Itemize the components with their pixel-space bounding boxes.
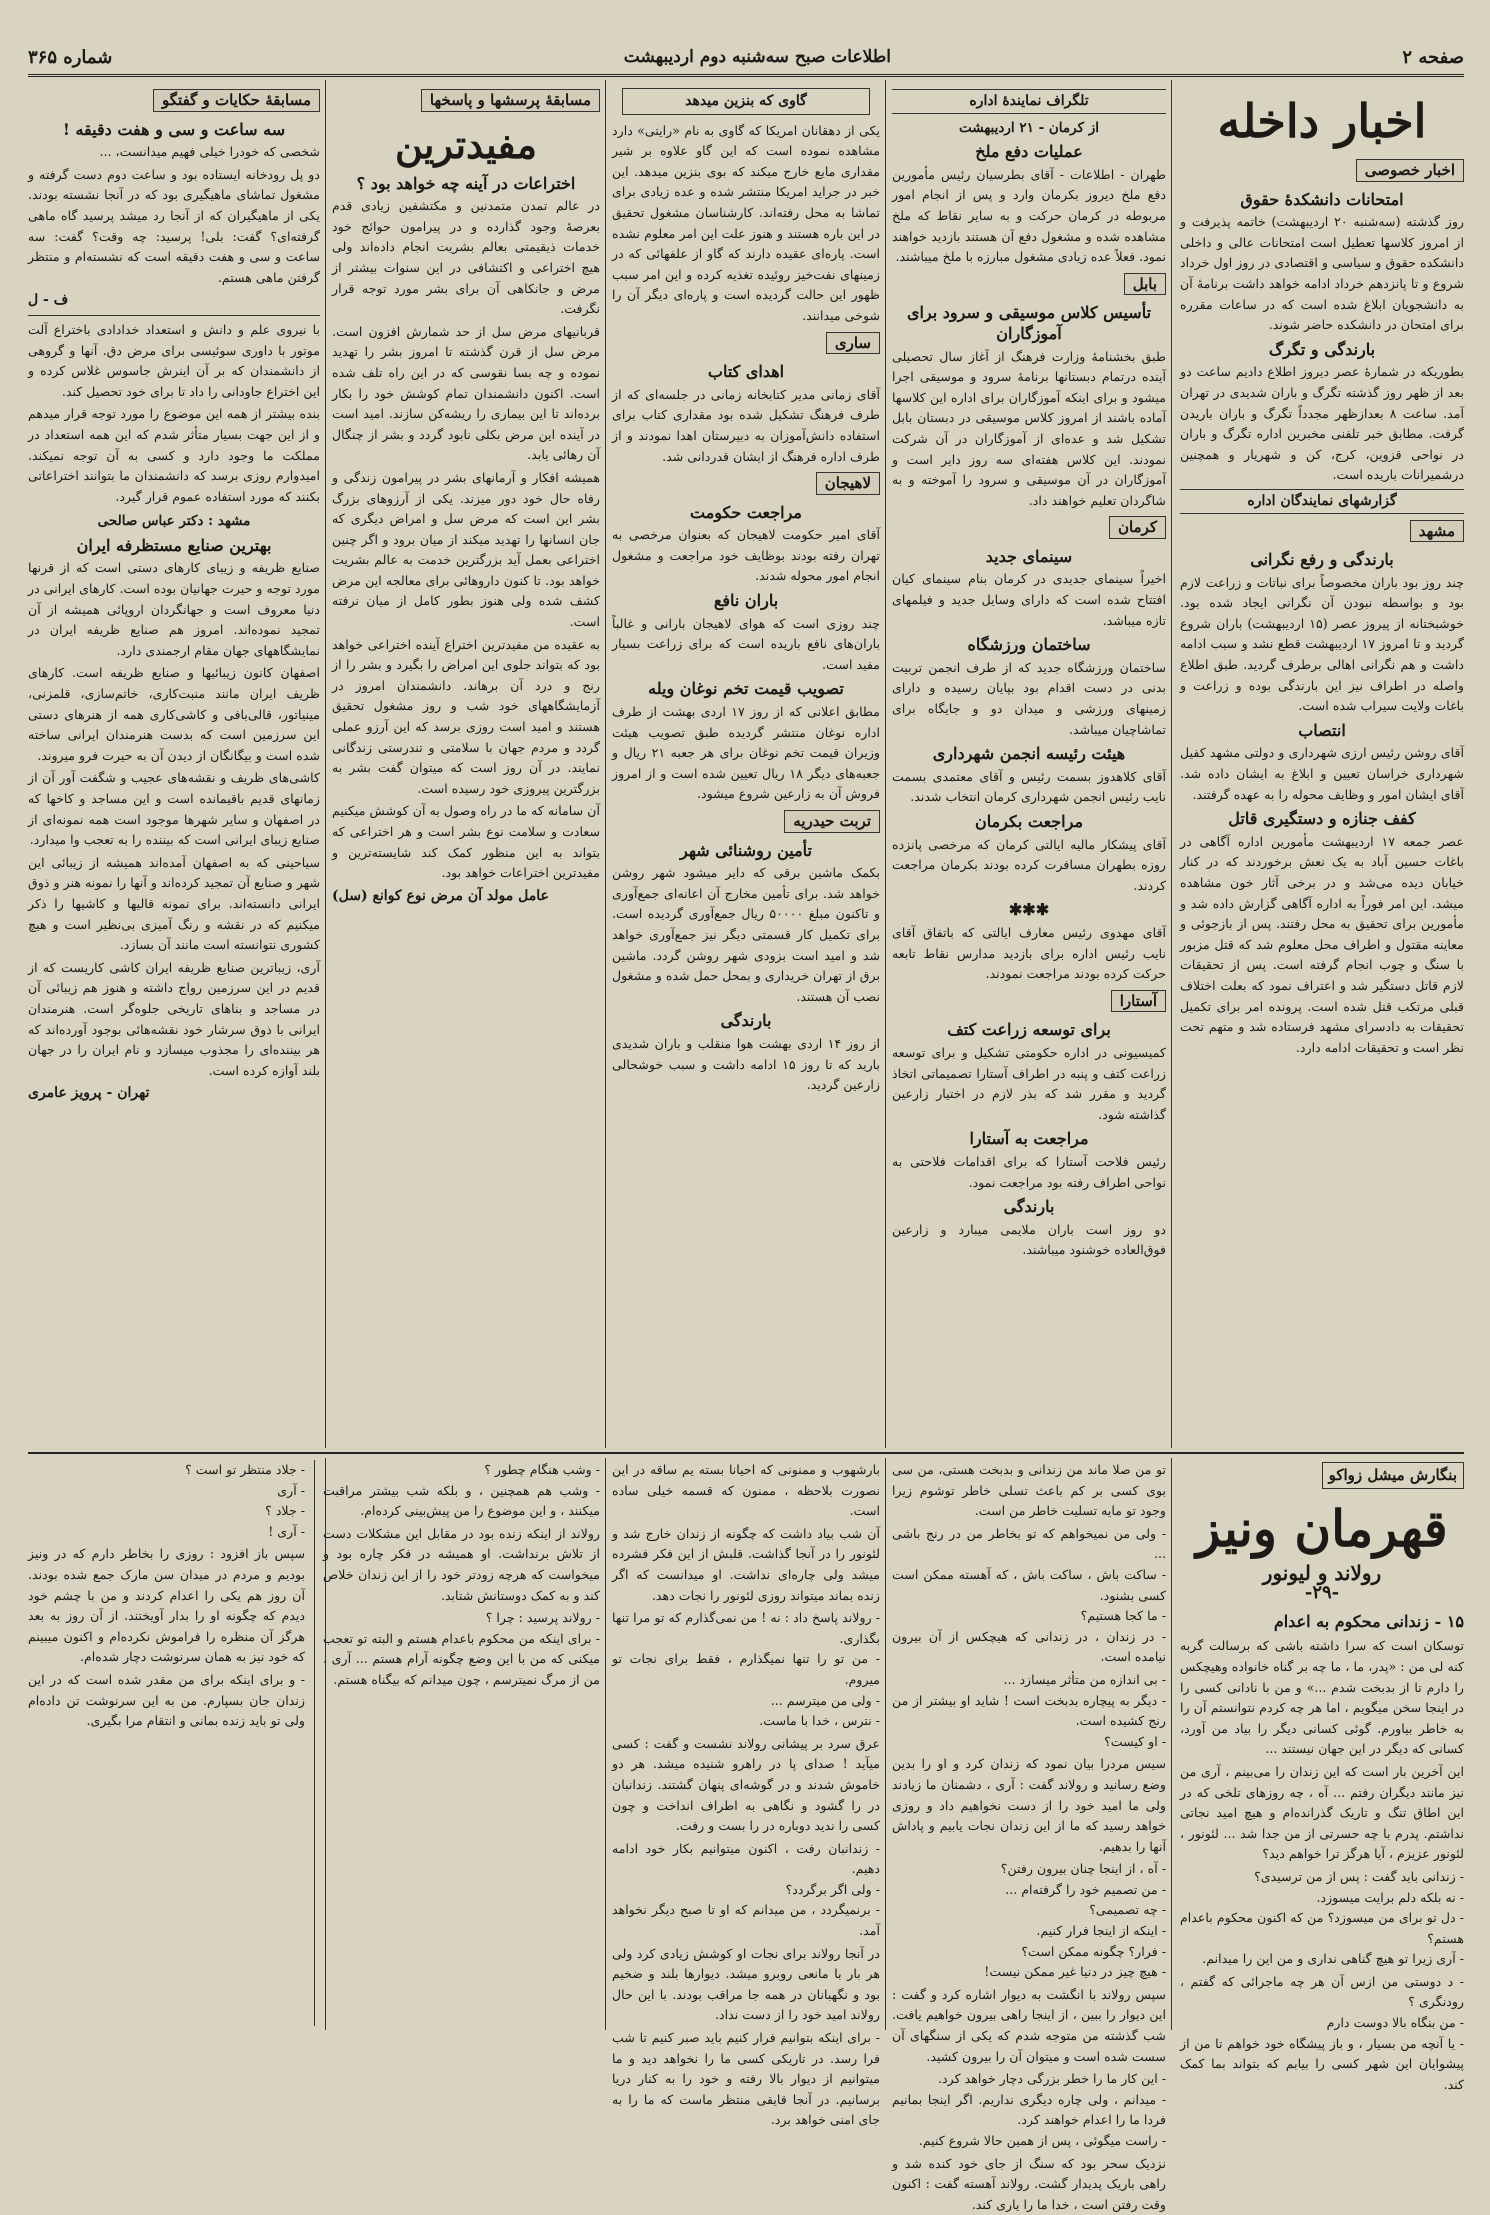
city-label: آستارا <box>1111 990 1166 1013</box>
article-text: آقای روشن رئیس ارزی شهرداری و دولتی مشهد کفیل شهرداری خراسان تعیین و ابلاغ به ایشان داده شد. آقای ایشان امور و وظایف محوله را به عهده گرفتند. <box>1180 745 1464 802</box>
article-text: در عالم تمدن متمدنین و مکتشفین زیادی قدم بعرصهٔ وجود گذارده و در پیرامون حوائج خود خدمات ذیقیمتی بعالم بشریت انجام داده‌اند ولی هیچ اختراعی و اکتشافی در این سنوات بیشتر از مرض و جانکاهی آن برای بشر مورد توجه قرار نگرفت. <box>332 198 600 317</box>
serial-title-column <box>1180 1460 1464 2092</box>
section-bar: تلگراف نمایندهٔ اداره <box>892 89 1166 114</box>
issue-number: شماره ۳۶۵ <box>28 46 113 68</box>
masthead-date: اطلاعات صبح سه‌شنبه دوم اردیبهشت <box>623 47 892 67</box>
article-text: چند روز بود باران مخصوصاً برای نباتات و زراعت لازم بود و بواسطه نبودن آن نگرانی ایجاد شده بود. خوشبختانه از پیروز عصر (۱۵ اردیبهشت) باران شروع گردید و تا امروز ۱۷ اردیبهشت قطع نشد و سبب ادامه داشت و هم نگرانی اهالی برطرف گردید. طبق اطلاع واصله در اطراف نیز این بارندگی بوده و زراعت و باغات ولایت سیراب شده است. <box>1180 574 1464 714</box>
serial-text: سیس مردرا بیان نمود که زندان کرد و او را بدین وضع رسانید و رولاند گفت : آری ، دشمنان ما زیادند ولی ما امید خود را از دست نخواهیم داد و روزی خواهد رسید که ما از این زندان نجات یابیم و پاداش آنها را بدهیم. <box>892 1756 1166 1854</box>
article-divider <box>28 315 320 316</box>
section-label: اخبار خصوصی <box>1356 159 1464 182</box>
serial-text: - این کار ما را خطر بزرگی دچار خواهد کرد. - میدانم ، ولی چاره دیگری نداریم. اگر اینجا بمانیم فردا ما را اعدام خواهند کرد. - راست میگوئی ، پس از همین حالا شروع کنیم. <box>892 2071 1166 2148</box>
article-text: کاشی‌های ظریف و نقشه‌های عجیب و شگفت آور آن از زمانهای قدیم باقیمانده است و این مساجد و کاخها که در اصفهان و سایر شهرها موجود است همه نمونه‌ای از صنایع زیبای ایرانی است که بیننده را به تعجب وا میدارد. <box>28 770 320 848</box>
provincial-news-column <box>892 86 1166 1448</box>
article-text: چند روزی است که هوای لاهیجان بارانی و غالباً باران‌های نافع باریده است که برای زراعت بسیار مفید است. <box>612 615 880 672</box>
city-label: ساری <box>826 332 880 355</box>
stories-column <box>28 86 320 1448</box>
serial-text: - رولاند پرسید : چرا ؟ - برای اینکه من محکوم باعدام هستم و البته تو تعجب میکنی که من با این وضع چگونه آرام هستم ... آری ، من از مرگ نمیترسم ، چون میدانم که بیگناه هستم. <box>323 1610 600 1687</box>
headline: بارندگی <box>720 1011 772 1031</box>
article-text: مطابق اعلانی که از روز ۱۷ اردی بهشت از طرف اداره نوغان منتشر گردیده طبق تصویب هیئت وزیران قیمت تخم نوغان برای هر جعبه ۲۱ ریال و جعبه‌های دیگر ۱۸ ریال تعیین شده است و از امروز فروش آن به زارعین شروع میشود. <box>612 704 881 802</box>
serial-column-2 <box>892 1460 1166 2212</box>
byline: تهران - پرویز عامری <box>28 1085 150 1102</box>
byline: ف - ل <box>28 292 69 309</box>
article-text: شخصی که خودرا خیلی فهیم میدانست، ... <box>99 144 320 160</box>
serial-text: - وشب هنگام چطور ؟ - وشب هم همچنین ، و بلکه شب بیشتر مراقبت میکنند ، و این موضوع را من پیش‌بینی کرده‌ام. <box>323 1462 600 1519</box>
article-text: آری، زیباترین صنایع ظریفه ایران کاشی کاریست که از قدیم در این سرزمین رواج داشته و هنوز هم زیبائی آن در مساجد و بناهای تاریخی جلوه‌گر است. هنرمندان ایرانی با ذوق سرشار خود نقشه‌هائی بوجود آورده‌اند که هر بیننده‌ای را مجذوب میسازد و نام ایران را در جهان بلند آوازه کرده است. <box>28 959 320 1078</box>
serial-text: - زندانبان رفت ، اکنون میتوانیم بکار خود ادامه دهیم. - ولی اگر برگردد؟ - برنمیگردد ، من میدانم که او تا صبح دیگر نخواهد آمد. <box>612 1840 880 1939</box>
serial-text: بارشهوب و ممنونی که احیانا بسته یم ساقه در این نصورت بلاحظه ، ممنون که قسمه خیلی ساده است. <box>612 1462 880 1519</box>
section-label: مسابقهٔ پرسشها و پاسخها <box>421 89 600 112</box>
headline: ساختمان ورزشگاه <box>967 635 1091 655</box>
boxed-headline: گاوی که بنزین میدهد <box>622 88 870 115</box>
serial-text: - رولاند پاسخ داد : نه ! من نمی‌گذارم که تو مرا تنها بگذاری. - من تو را تنها نمیگذارم ، فقط برای نجات تو میروم. - ولی من میترسم ... - نترس ، خدا با ماست. <box>612 1610 880 1729</box>
serial-text: سپس رولاند با انگشت به دیوار اشاره کرد و گفت : این دیوار را ببین ، از اینجا راهی بیرون خواهیم یافت. شب گذشته من متوجه شدم که یکی از سنگهای آن سست شده است و میتوان آن را بیرون کشید. <box>892 1986 1166 2064</box>
column-rule <box>1171 1458 1172 2030</box>
article-text: بکمک ماشین برقی که دایر میشود شهر روشن خواهد شد. برای تأمین مخارج آن اعانه‌ای جمع‌آوری و تاکنون مبلغ ۵۰۰۰۰ ریال جمع‌آوری گردیده است. برای تکمیل کار قسمتی دیگر نیز جمع‌آوری خواهد شد و امید است بزودی شهر روشن گردد. ماشین برق از تهران خریداری و بمحل حمل شده و مشغول نصب آن هستند. <box>612 865 881 1004</box>
column-rule <box>325 80 326 1448</box>
article-text: ساختمان ورزشگاه جدید که از طرف انجمن تربیت بدنی در دست اقدام بود بپایان رسیده و دارای زمینهای ورزشی و میدان دو و جایگاه برای تماشاچیان میباشد. <box>892 659 1166 737</box>
article-text: آقای مهدوی رئیس معارف ایالتی که باتفاق آقای نایب رئیس اداره برای بازدید مدارس نقاط تابعه حرکت کرده بودند مراجعت نمودند. <box>892 924 1166 982</box>
headline: بارندگی و تگرگ <box>1268 339 1376 359</box>
headline: بارندگی و رفع نگرانی <box>1250 550 1394 570</box>
article-text: همیشه افکار و آرمانهای بشر در پیرامون زندگی و رفاه حال خود دور میزند. یکی از آرزوهای بزرگ بشر این است که مرض سل و امراض دیگری که جان انسانها را تهدید میکند از میان برود و اگر چنین اختراعی بعمل آید بزرگترین خدمت به عالم بشریت خواهد بود. تا کنون داروهائی برای معالجه این مرض کشف شده ولی هنوز بطور کامل از میان نرفته است. <box>332 469 600 630</box>
serial-subtitle: رولاند و لیونور <box>1262 1560 1382 1585</box>
headline: مراجعت بکرمان <box>974 812 1084 831</box>
serial-column-4 <box>28 1460 600 2030</box>
column-title: مفیدترین <box>394 121 538 167</box>
headline: اهدای کتاب <box>707 362 785 382</box>
page-number: صفحه ۲ <box>1402 46 1464 68</box>
headline: سینمای جدید <box>985 546 1073 566</box>
contest-inventions-column <box>332 86 600 1448</box>
serial-column-3 <box>612 1460 880 2128</box>
serial-text: این آخرین بار است که این زندان را می‌بینم ، آری من نیز مانند دیگران رفتم ... آه ، چه روزهای تلخی که در این اطاق تنگ و تاریک گذرانده‌ام و هیچ امید نجاتی نداشتم. پدرم با چه حسرتی از من جدا شد ... لئونور ، لئونور عزیزم ، آیا هرگز ترا خواهم دید؟ <box>1180 1763 1464 1862</box>
chapter-heading: ۱۵ - زندانی محکوم به اعدام <box>1273 1611 1464 1631</box>
separator-stars: ✱✱✱ <box>1008 900 1050 920</box>
article-text: دو پل رودخانه ایستاده بود و ساعت دوم دست گرفته و مشغول تماشای ماهیگیری بود که در آنجا نشسته بودند. یکی از ماهیگیران که از آنجا رد میشد پرسید گاه ماهی گرفته‌ای؟ گفت: بلی! پرسید: چه وقت؟ گفت: سه ساعت و سی و هفت دقیقه است که نشسته‌ام و منتظر گرفتن ماهی هستم. <box>28 166 320 285</box>
headline: تأمین روشنائی شهر <box>679 840 812 860</box>
article-text: بطوریکه در شمارهٔ عصر دیروز اطلاع دادیم ساعت دو بعد از ظهر روز گذشته تگرگ و باران شدیدی در تهران آمد. ساعت ۸ بعدازظهر مجدداً تگرگ و باران باریدن گرفت. مطابق خبر تلفنی مخبرین اداره تگرگ و باران در نواحی قزوین، کرج، کن و شهریار و همچنین درشمیرانات باریده است. <box>1180 364 1464 483</box>
serial-text: - ولی من نمیخواهم که تو بخاطر من در رنج باشی ... - ساکت باش ، ساکت باش ، که آهسته ممکن است کسی بشنود. - ما کجا هستیم؟ - در زندان ، در زندانی که هیچکس از آن بیرون نیامده است. <box>892 1525 1166 1665</box>
headline: امتحانات دانشکدهٔ حقوق <box>1240 189 1404 209</box>
headline: کفف جنازه و دستگیری قاتل <box>1228 809 1416 829</box>
article-text: با نیروی علم و دانش و استعداد خدادادی باختراع آلت موتور با داوری سوئیسی برای مرض دق. آنها و گروهی از دانشمندان که بر آن اینرش جاسوس غلاس کرده و این اختراع جاودانی را داد تا برای خود تحصیل کند. <box>28 321 320 399</box>
article-text: به عقیده من مفیدترین اختراع آینده اختراعی خواهد بود که بتواند جلوی این امراض را بگیرد و بشر را از رنج و درد آن برهاند. دانشمندان امروز در آزمایشگاههای خود شب و روز مشغول تحقیق هستند و امید است روزی برسد که این آرزو عملی گردد و مردم جهان با سلامتی و تندرستی زندگانی نمایند. در آن روز است که میتوان گفت بشر به بزرگترین پیروزی خود رسیده است. <box>332 636 600 796</box>
byline: مشهد : دکتر عباس صالحی <box>97 513 251 530</box>
running-header <box>28 40 1464 77</box>
serial-text: توسکان است که سرا داشته باشی که برسالت گربه کنه لی من : «پدر، ما ، ما چه بر گناه خانواده وهیچکس را دارم تا از بدبخت شدم ...» و من با نادانی کسی را در اینجا سخن میگویم ، اما هر چه کردم نتوانستم آن را به خاطر بیاورم. گوئی کسانی دیگر را بیاد من آورد، کسانی که دیگر در این جهان نیستند ... <box>1180 1638 1464 1757</box>
section-label: مسابقهٔ حکایات و گفتگو <box>153 89 320 112</box>
headline: انتصاب <box>1298 720 1346 740</box>
byline: عامل مولد آن مرض نوع کوانع (سل) <box>332 887 549 904</box>
headline: باران نافع <box>713 591 779 611</box>
serial-installment: -۲۹- <box>1304 1582 1340 1604</box>
serial-text: در آنجا رولاند برای نجات او کوشش زیادی کرد ولی هر بار با مانعی روبرو میشد. دیوارها بلند و ضخیم بود و نگهبانان در همه جا مراقب بودند. با این حال رولاند امید خود را از دست نداد. <box>612 1945 880 2023</box>
headline: برای توسعه زراعت کتف <box>947 1020 1111 1040</box>
headline: مراجعت حکومت <box>689 502 802 522</box>
column-rule <box>885 1458 886 2030</box>
headline: بهترین صنایع مستظرفه ایران <box>76 535 272 555</box>
serial-text: - جلاد منتظر تو است ؟ - آری - جلاد ؟ - آری ! <box>185 1462 305 1539</box>
city-label: لاهیجان <box>816 472 880 495</box>
city-label: مشهد <box>1410 520 1464 543</box>
city-label: بابل <box>1124 273 1166 296</box>
article-text: طهران - اطلاعات - آقای بطرسیان رئیس مأمورین دفع ملخ دیروز بکرمان وارد و پس از انجام امور مربوطه در کرمان حرکت و به سایر نقاط که ملخ مشاهده شده و مشغول دفع آن هستند بازدید خواهند نمود. فعلاً عده زیادی مشغول مبارزه با ملخ میباشند. <box>892 166 1166 265</box>
headline: بارندگی <box>1003 1197 1055 1217</box>
article-text: اصفهان کانون زیبائیها و صنایع ظریفه است. کارهای ظریف ایران مانند منبت‌کاری، خاتم‌سازی، قلمزنی، مینیاتور، قالی‌بافی و کاشی‌کاری همه از هنرهای دستی این سرزمین است که بدست هنرمندان ایرانی ساخته شده است و بیگانگان از دیدن آن به حیرت فرو میروند. <box>28 665 320 763</box>
article-text: صنایع ظریفه و زیبای کارهای دستی است که از قرنها مورد توجه و حیرت جهانیان بوده است. کارهای ایرانی در دنیا معروف است و جهانگردان اروپائی همیشه از آن تمجید نموده‌اند. امروز هم صنایع ظریفه ایران در نمایشگاههای جهان مقام ارجمندی دارد. <box>28 560 320 658</box>
dateline: از کرمان - ۲۱ اردیبهشت <box>959 119 1099 136</box>
article-text: آقای پیشکار مالیه ایالتی کرمان که مرخصی پانزده روزه بطهران مسافرت کرده بودند بکرمان مراجعت کردند. <box>892 836 1166 893</box>
headline: اختراعات در آینه چه خواهد بود ؟ <box>356 173 576 193</box>
city-label: تربت حیدریه <box>784 810 880 833</box>
serial-text: سپس باز افزود : روزی را بخاطر دارم که در ونیز بودیم و مردم در میدان سن مارک جمع شده بودند. آن روز هم یکی را اعدام کردند و من با چشم خود دیدم که چگونه او را بدار آویختند. از آن روز به بعد هرگز آن منظره را فراموش نکرده‌ام و اکنون میبینم که خود نیز به همان سرنوشت دچار شده‌ام. <box>28 1546 305 1665</box>
section-divider <box>28 1452 1464 1454</box>
serial-author: بنگارش میشل زواکو <box>1322 1462 1464 1489</box>
headline: مراجعت به آستارا <box>969 1129 1089 1149</box>
serial-text: - و برای اینکه برای من مقدر شده است که در این زندان جان بسپارم. من به این سرنوشت تن داده‌ام ولی تو باید زنده بمانی و انتقام مرا بگیری. <box>28 1671 305 1729</box>
column-rule <box>605 1458 606 2030</box>
serial-two-col <box>28 1460 600 2026</box>
misc-news-column <box>612 86 880 1448</box>
serial-text: عرق سرد بر پیشانی رولاند نشست و گفت : کسی میآید ! صدای پا در راهرو شنیده میشد. هر دو خاموش شدند و در گوشه‌ای پنهان گشتند. زندانبان در را گشود و نگاهی به اطراف انداخت و چون کسی را ندید دوباره در را بست و رفت. <box>612 1735 880 1834</box>
headline: تصویب قیمت تخم نوغان ویله <box>648 679 844 699</box>
article-text: کمیسیونی در اداره حکومتی تشکیل و برای توسعه زراعت کتف و پنبه در اطراف آستارا تصمیماتی اتخاذ گردید و مقرر شد که بذر لازم در اختیار زارعین گذاشته شود. <box>892 1044 1166 1122</box>
serial-text: تو من صلا ماند من زندانی و بدبخت هستی، من سی بوی کسی بر کم باعث تسلی خاطر توشوم زیرا وجود تو مایه تسلیت خاطر من است. <box>892 1462 1166 1519</box>
article-text: دو روز است باران ملایمی میبارد و زارعین فوق‌العاده خوشنود میباشند. <box>892 1221 1166 1258</box>
article-text: آقای زمانی مدیر کتابخانه زمانی در جلسه‌ای که از طرف فرهنگ تشکیل شده بود مقداری کتاب برای استفاده دانش‌آموزان به دبیرستان اهدا نمودند و از طرف اداره فرهنگ از ایشان قدردانی شد. <box>612 386 880 464</box>
serial-text: آن شب بیاد داشت که چگونه از زندان خارج شد و لئونور را در آنجا گذاشت. قلبش از این فکر فشرده میشد ولی چاره‌ای نداشت. او میدانست که اگر زنده بماند میتواند روزی لئونور را نجات دهد. <box>612 1525 880 1603</box>
serial-text: نزدیک سحر بود که سنگ از جای خود کنده شد و راهی باریک پدیدار گشت. رولاند آهسته گفت : اکنون وقت رفتن است ، خدا ما را یاری کند. <box>892 2155 1166 2212</box>
serial-text: - برای اینکه بتوانیم فرار کنیم باید صبر کنیم تا شب فرا رسد. در تاریکی کسی ما را نخواهد دید و ما میتوانیم از دیوار بالا رفته و خود را به کنار دریا برسانیم. در آنجا قایقی منتظر ماست که ما را به جای امنی خواهد برد. <box>612 2030 880 2128</box>
domestic-news-column <box>1180 86 1464 1448</box>
article-text: آقای امیر حکومت لاهیجان که بعنوان مرخصی به تهران رفته بودند بوظایف خود مراجعت و مشغول انجام امور محوله شدند. <box>612 527 880 584</box>
article-text: آن سامانه که ما در راه وصول به آن کوشش میکنیم سعادت و سلامت نوع بشر است و هر اختراعی که بتواند به این منظور کمک کند شایسته‌ترین و مفیدترین اختراعات خواهد بود. <box>332 803 600 881</box>
city-label: کرمان <box>1109 516 1166 539</box>
serial-text: - آه ، از اینجا چنان بیرون رفتن؟ - من تصمیم خود را گرفته‌ام ... - چه تصمیمی؟ - اینکه از اینجا فرار کنیم. - فرار؟ چگونه ممکن است؟ - هیچ چیز در دنیا غیر ممکن نیست! <box>984 1861 1166 1980</box>
article-text: اخیراً سینمای جدیدی در کرمان بنام سینمای کیان افتتاح شده است که دارای وسایل جدید و فیلمهای تازه میباشد. <box>892 571 1166 628</box>
column-title: اخبار داخله <box>1217 94 1427 148</box>
article-text: یکی از دهقانان امریکا که گاوی به نام «رایتی» دارد مشاهده نموده است که این گاو علاوه بر شیر مقداری مایع خارج میکند که بوی بنزین میدهد. این خبر در جراید امریکا منتشر شده و عده زیادی برای تماشا به محل رفته‌اند. کارشناسان مشغول تحقیق در این باره هستند و هنوز علت این امر معلوم نشده است. پاره‌ای عقیده دارند که گاو از علفهائی که در زمینهای نفت‌خیز روئیده تغذیه کرده و این امر سبب ظهور این حالت گردیده است و پاره‌ای دیگر آن را شوخی میدانند. <box>612 122 880 323</box>
headline: سه ساعت و سی و هفت دقیقه ! <box>62 119 286 139</box>
column-rule <box>1171 80 1172 1448</box>
headline: هیئت رئیسه انجمن شهرداری <box>932 744 1126 764</box>
serial-title: قهرمان ونیز <box>1196 1498 1448 1558</box>
headline: عملیات دفع ملخ <box>975 142 1083 162</box>
article-text: از روز ۱۴ اردی بهشت هوا منقلب و باران شدیدی بارید که تا روز ۱۵ ادامه داشت و سبب خوشحالی زارعین گردید. <box>612 1035 880 1093</box>
article-text: رئیس فلاحت آستارا که برای اقدامات فلاحتی به نواحی اطراف رفته بود مراجعت نمود. <box>892 1153 1166 1190</box>
serial-text: - د دوستی من ازس آن هر چه ماجرائی که گفتم ، رودنگری ؟ - من بنگاه بالا دوست دارم - یا آنچه من بسیار ، و باز پیشگاه خود خواهم تا من از پیشوایان این شهر کسی را بیابم که بتواند بما کمک کند. <box>1180 1973 1464 2092</box>
article-text: طبق بخشنامهٔ وزارت فرهنگ از آغاز سال تحصیلی آینده درتمام دبستانها برنامهٔ سرود و موسیقی اجرا میشود و برای اینکه آموزگاران برای اداره این کلاسها آماده باشند از امروز کلاس موسیقی در دبستان بابل تشکیل شد و عده‌ای از آموزگاران در آن شرکت نمودند. این کلاس هفته‌ای سه روز دایر است و آموزگاران در آن موسیقی و سرود را آموخته و به شاگردان تعلیم خواهند داد. <box>892 348 1166 508</box>
headline: تأسیس کلاس موسیقی و سرود برای آموزگاران <box>906 303 1152 343</box>
serial-text: - زندانی باید گفت : پس از من ترسیدی؟ - نه بلکه دلم برایت میسوزد. - دل تو برای من میسوزد؟ من که اکنون محکوم باعدام هستم؟ - آری زیرا تو هیچ گناهی نداری و من این را میدانم. <box>1180 1868 1464 1967</box>
column-rule <box>605 80 606 1448</box>
serial-text: - بی اندازه من متأثر میسازد ... - دیگر به پیچاره بدبخت است ! شاید او بیشتر از من رنج کشیده است. - او کیست؟ <box>892 1671 1166 1749</box>
article-text: آقای کلاهدوز بسمت رئیس و آقای معتمدی بسمت نایب رئیس انجمن شهرداری کرمان انتخاب شدند. <box>892 768 1166 805</box>
article-text: قربانیهای مرض سل از حد شمارش افزون است. مرض سل از قرن گذشته تا امروز بشر را تهدید نموده و چه بسا نقوسی که در این راه تلف شده است. اکنون دانشمندان تمام کوشش خود را بکار برده‌اند تا این بیماری را ریشه‌کن سازند. امید است در آینده این مرض بکلی نابود گردد و بشر از چنگال آن رهائی یابد. <box>332 323 600 463</box>
section-bar: گزارشهای نمایندگان اداره <box>1180 489 1464 514</box>
article-text: روز گذشته (سه‌شنبه ۲۰ اردیبهشت) خاتمه پذیرفت و از امروز کلاسها تعطیل است امتحانات عالی و داخلی دانشکده حقوق و سیاسی و اقتصادی در روز اول خرداد شروع و تا پانزدهم خرداد ادامه خواهد داشت برنامهٔ آن به دانشجویان ابلاغ شده است که در ساعات مقرره برای امتحان در دانشکده حاضر شوند. <box>1180 214 1464 333</box>
article-text: بنده بیشتر از همه این موضوع را مورد توجه قرار میدهم و از این جهت بسیار متأثر شدم که این همه استعداد در مملکت ما وجود دارد و کسی به آن توجه نمیکند. امیدوارم روزی برسد که دانشمندان ما بتوانند اختراعاتی بکنند که مورد استفاده عموم قرار گیرد. <box>28 406 320 504</box>
article-text: سیاحینی که به اصفهان آمده‌اند همیشه از زیبائی این شهر و صنایع آن تمجید کرده‌اند و آنها را نمونه هنر و ذوق ایرانی دانسته‌اند. برای نمونه قالیها و کاشیها را ذکر میکنیم که در نقشه و رنگ آمیزی بی‌نظیر است و هیچ کشوری نتوانسته است مانند آن بسازد. <box>28 854 320 953</box>
article-text: عصر جمعه ۱۷ اردیبهشت مأمورین اداره آگاهی در باغات حسین آباد به یک نعش برخوردند که در کنار خیابان دیده می‌شد و در برخی آثار خون مشاهده میشد. این امر فوراً به اداره آگاهی گزارش داده شد و مأمورین برای تحقیق به محل رفتند. پس از بازجوئی و معاینه مقتول و اطراف محل معلوم شد که قتل مزبور با سنگ و چوب انجام گرفته است. پس از تحقیقات لازم قاتل دستگیر شد و اعتراف نمود که بعلت اختلاف قبلی مرتکب قتل شده است. پرونده امر برای تکمیل تحقیقات به دادسرای مشهد فرستاده شد و متهم تحت نظر است و تحقیقات ادامه دارد. <box>1180 833 1464 1055</box>
newspaper-page <box>28 40 1464 2212</box>
serial-text: رولاند از اینکه زنده بود در مقابل این مشکلات دست از تلاش برنداشت. او همیشه در فکر چاره بود و میخواست که هرچه زودتر خود را از این زندان خلاص کند و به کمک دوستانش شتابد. <box>323 1525 600 1603</box>
column-rule <box>885 80 886 1448</box>
